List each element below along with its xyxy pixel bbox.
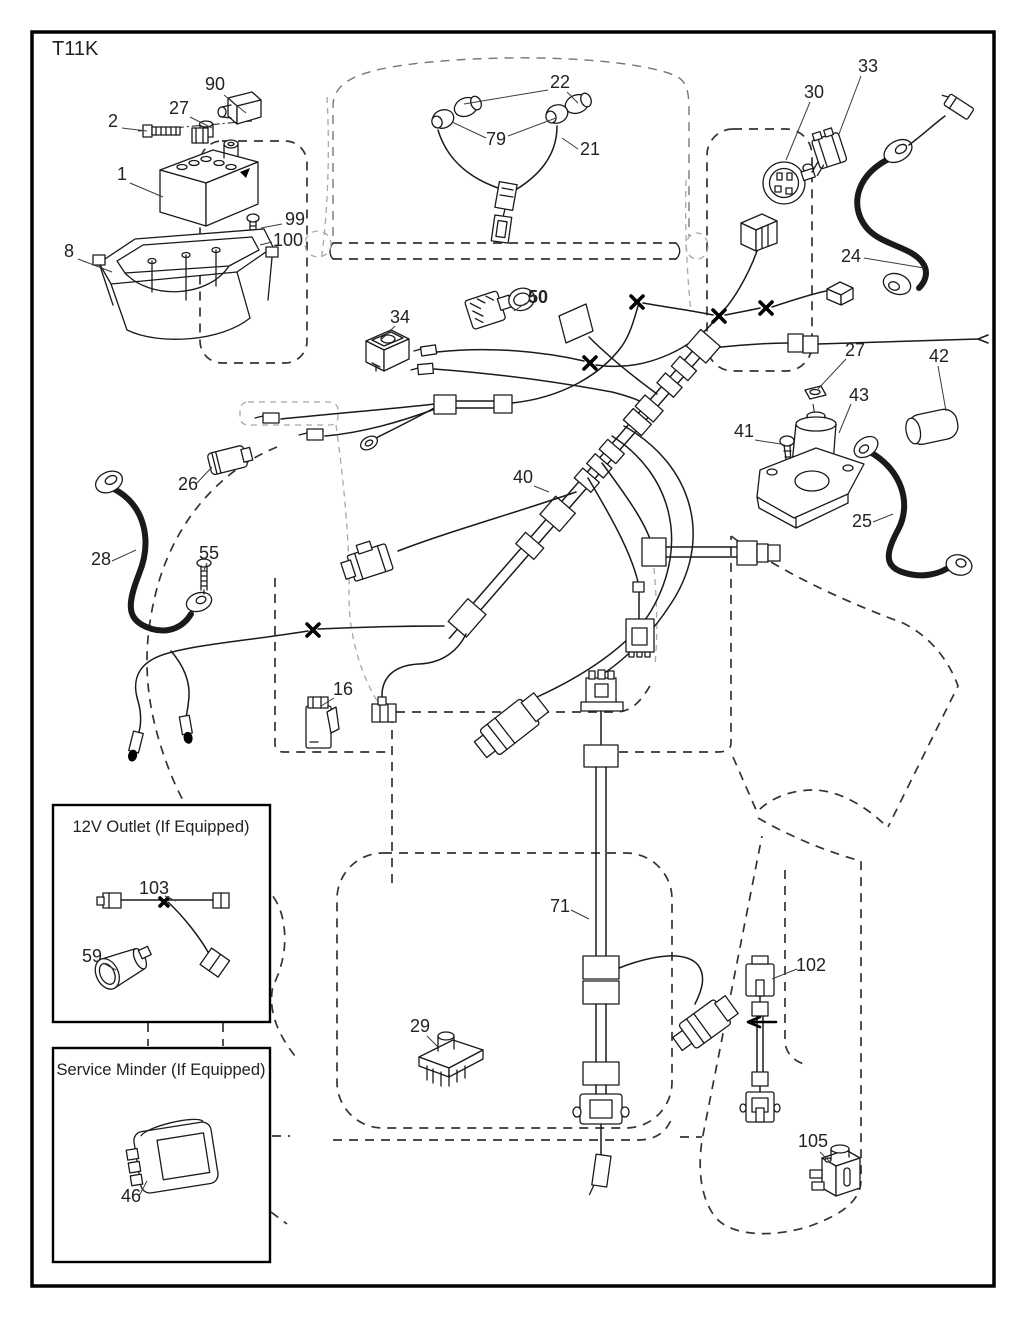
callout-leader [873, 514, 893, 522]
callout-leader [864, 258, 924, 268]
callout-leader [130, 183, 163, 197]
callout-leader [196, 467, 212, 484]
end-connector [573, 1094, 629, 1124]
callout-leader [534, 486, 549, 492]
battery-clamp [192, 128, 208, 143]
part-callout-41: 41 [733, 421, 755, 441]
callout-leader [839, 404, 851, 433]
callout-leader [818, 359, 846, 389]
wire-junction-x [713, 310, 725, 322]
callout-leader [508, 118, 556, 136]
spade-connector [939, 90, 975, 119]
branch-wires-upper [255, 251, 988, 453]
part-callout-2: 2 [107, 111, 119, 131]
bullet-plug [179, 715, 194, 744]
part-callout-16: 16 [332, 679, 354, 699]
terminal-boot-42 [903, 407, 960, 447]
part-callout-103: 103 [138, 878, 170, 898]
callout-leader [261, 224, 282, 228]
inline-fuse-assembly [642, 538, 780, 566]
callout-leader [427, 1036, 438, 1047]
switch-34 [366, 330, 409, 371]
part-callout-21: 21 [579, 139, 601, 159]
callout-leader [839, 76, 861, 134]
nut-27 [805, 386, 826, 399]
terminal-plug [589, 1154, 611, 1197]
part-callout-43: 43 [848, 385, 870, 405]
connector-c3 [827, 282, 853, 305]
callout-leader [112, 550, 136, 561]
callout-leader [938, 366, 946, 411]
inset-12v-outlet [53, 805, 270, 1022]
starter-solenoid-43 [757, 412, 864, 528]
wire-102-assembly [740, 956, 780, 1122]
part-callout-34: 34 [389, 307, 411, 327]
spade-terminal [414, 345, 437, 356]
battery-1 [160, 128, 258, 226]
part-callout-79: 79 [485, 129, 507, 149]
part-callout-27: 27 [844, 340, 866, 360]
rook-connector [581, 670, 623, 711]
connector-ac1 [471, 690, 551, 763]
inline-connector [434, 395, 512, 414]
part-callout-8: 8 [63, 241, 75, 261]
headlight-bulb-right [544, 91, 594, 126]
screw-55 [197, 559, 211, 594]
inset-service-minder [53, 1048, 270, 1262]
part-callout-30: 30 [803, 82, 825, 102]
fuse-holder-26 [207, 444, 254, 476]
part-callout-99: 99 [284, 209, 306, 229]
battery-box-8 [93, 229, 278, 339]
spade-terminal [411, 363, 433, 374]
part-callout-27: 27 [168, 98, 190, 118]
figure-code: T11K [52, 38, 99, 60]
callout-leader [452, 122, 486, 138]
main-harness-40 [382, 329, 720, 698]
part-callout-59: 59 [81, 946, 103, 966]
headlight-harness-21 [429, 91, 593, 243]
wire-junction-x [584, 357, 596, 369]
part-callout-71: 71 [549, 896, 571, 916]
callout-leader [571, 910, 589, 919]
connector-block-relay [741, 214, 777, 251]
spade-terminal [299, 429, 323, 440]
headlight-bulb-left [429, 94, 483, 131]
connector-ac3 [669, 992, 741, 1056]
wire-71-assembly [573, 670, 703, 1197]
inset-service-minder-title: Service Minder (If Equipped) [56, 1061, 266, 1079]
connector-plug-left [337, 537, 393, 584]
part-callout-100: 100 [272, 230, 304, 250]
part-callout-24: 24 [840, 246, 862, 266]
inset-outlet-title: 12V Outlet (If Equipped) [72, 818, 250, 836]
small-connector [372, 697, 396, 722]
wire-junction-x [631, 296, 643, 308]
mounting-plate [559, 304, 593, 343]
wire-junction-x [307, 624, 319, 636]
spade-terminal [255, 413, 279, 423]
part-callout-55: 55 [198, 543, 220, 563]
part-callout-33: 33 [857, 56, 879, 76]
part-callout-29: 29 [409, 1016, 431, 1036]
part-callout-28: 28 [90, 549, 112, 569]
part-callout-50: 50 [527, 287, 549, 307]
callout-leader [755, 440, 781, 444]
left-wire-set [126, 626, 444, 763]
part-callout-22: 22 [549, 72, 571, 92]
bullet-plug [126, 731, 143, 763]
switch-29 [419, 1032, 483, 1086]
headlight-connector [491, 182, 517, 243]
stem-connector [626, 582, 654, 657]
wire-junction-x [760, 302, 772, 314]
ignition-switch-30 [763, 162, 815, 204]
part-callout-102: 102 [795, 955, 827, 975]
part-callout-42: 42 [928, 346, 950, 366]
part-callout-40: 40 [512, 467, 534, 487]
battery-cable-25 [850, 432, 974, 578]
direction-arrow [748, 1017, 776, 1027]
part-callout-90: 90 [204, 74, 226, 94]
part-callout-1: 1 [116, 164, 128, 184]
part-callout-25: 25 [851, 511, 873, 531]
part-callout-46: 46 [120, 1186, 142, 1206]
switch-105 [810, 1145, 860, 1196]
callout-leader [562, 138, 578, 149]
callout-leader [786, 102, 810, 160]
part-callout-26: 26 [177, 474, 199, 494]
part-callout-105: 105 [797, 1131, 829, 1151]
